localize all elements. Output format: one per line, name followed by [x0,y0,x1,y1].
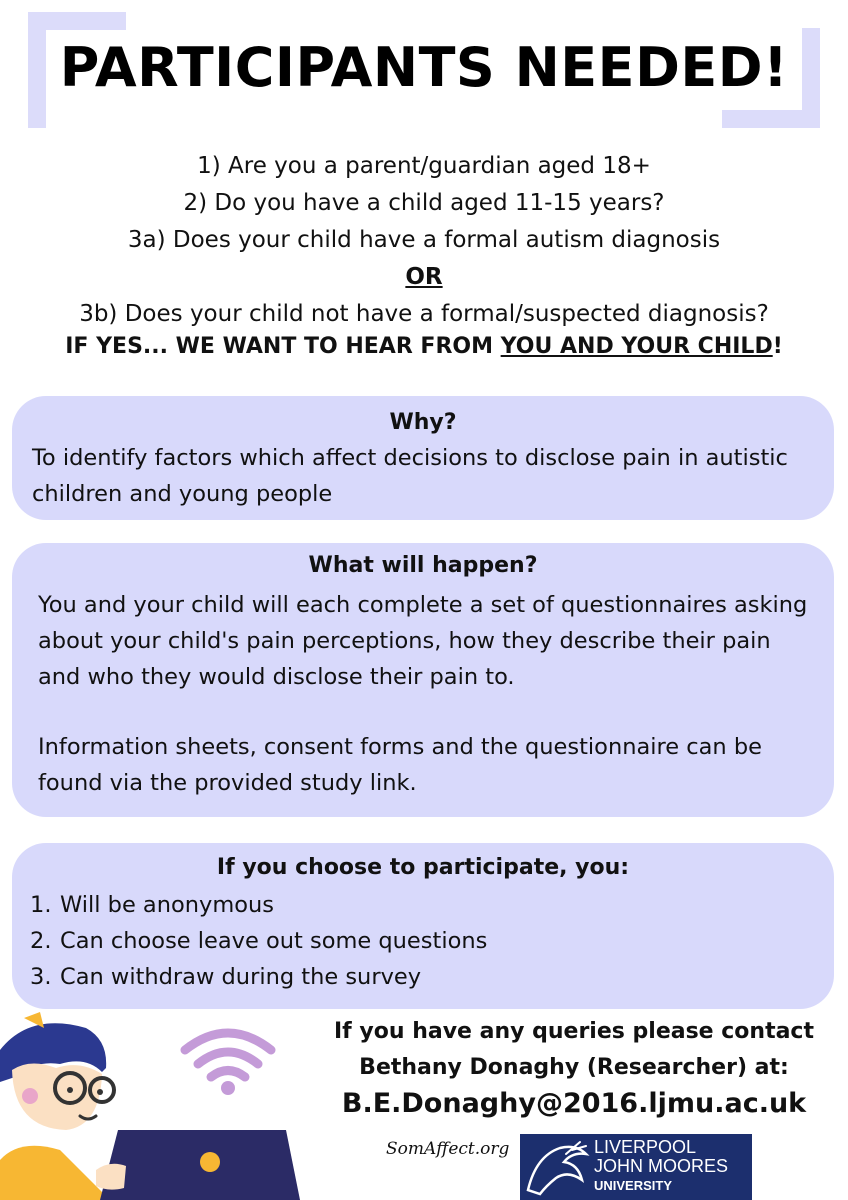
list-item-text: Will be anonymous [60,892,274,918]
list-item [30,887,818,923]
ljmu-line-2: JOHN MOORES [594,1156,729,1176]
list-item-number: 3. [30,964,52,990]
or-divider: OR [405,264,443,290]
laptop-icon [96,1130,300,1200]
ljmu-logo [520,1134,752,1200]
if-yes-callout [0,334,848,359]
somaffect-logo: SomAffect.org [386,1139,510,1159]
question-2: 2) Do you have a child aged 11-15 years? [183,190,665,216]
what-panel [12,543,834,817]
contact-block [300,1014,848,1086]
contact-line-1: If you have any queries please contact [334,1019,814,1044]
what-title: What will happen? [308,553,538,578]
page-title: PARTICIPANTS NEEDED! [59,36,789,99]
question-3a: 3a) Does your child have a formal autism diagnosis [127,227,721,253]
why-text: To identify factors which affect decisions to disclose pain in autistic children and young people [32,445,788,507]
list-item [30,923,818,959]
list-item-number: 2. [30,928,52,954]
what-paragraph-1: You and your child will each complete a set of questionnaires asking about your child's pain perceptions, how they describe their pain and who they would disclose their pain to. [38,592,808,690]
what-paragraph-2: Information sheets, consent forms and the questionnaire can be found via the provided study link. [38,734,762,796]
contact-email[interactable]: B.E.Donaghy@2016.ljmu.ac.uk [341,1088,807,1119]
participate-list [30,887,818,995]
why-panel [12,396,834,520]
if-yes-prefix: IF YES... WE WANT TO HEAR FROM [65,334,501,359]
wifi-icon [185,1033,271,1095]
if-yes-emphasis: YOU AND YOUR CHILD [500,334,773,359]
contact-line-2: Bethany Donaghy (Researcher) at: [359,1055,789,1080]
question-3b: 3b) Does your child not have a formal/suspected diagnosis? [79,301,769,327]
list-item [30,959,818,995]
question-1: 1) Are you a parent/guardian aged 18+ [197,153,651,179]
participate-title: If you choose to participate, you: [216,855,630,880]
ljmu-line-3: UNIVERSITY [594,1178,673,1193]
ljmu-line-1: LIVERPOOL [594,1137,697,1157]
eligibility-questions [0,148,848,333]
if-yes-suffix: ! [772,334,783,359]
list-item-text: Can choose leave out some questions [60,928,488,954]
why-title: Why? [389,410,457,435]
list-item-text: Can withdraw during the survey [60,964,422,990]
liver-bird-icon [520,1134,594,1200]
list-item-number: 1. [30,892,52,918]
participate-panel [12,843,834,1009]
child-laptop-illustration [0,1010,300,1200]
